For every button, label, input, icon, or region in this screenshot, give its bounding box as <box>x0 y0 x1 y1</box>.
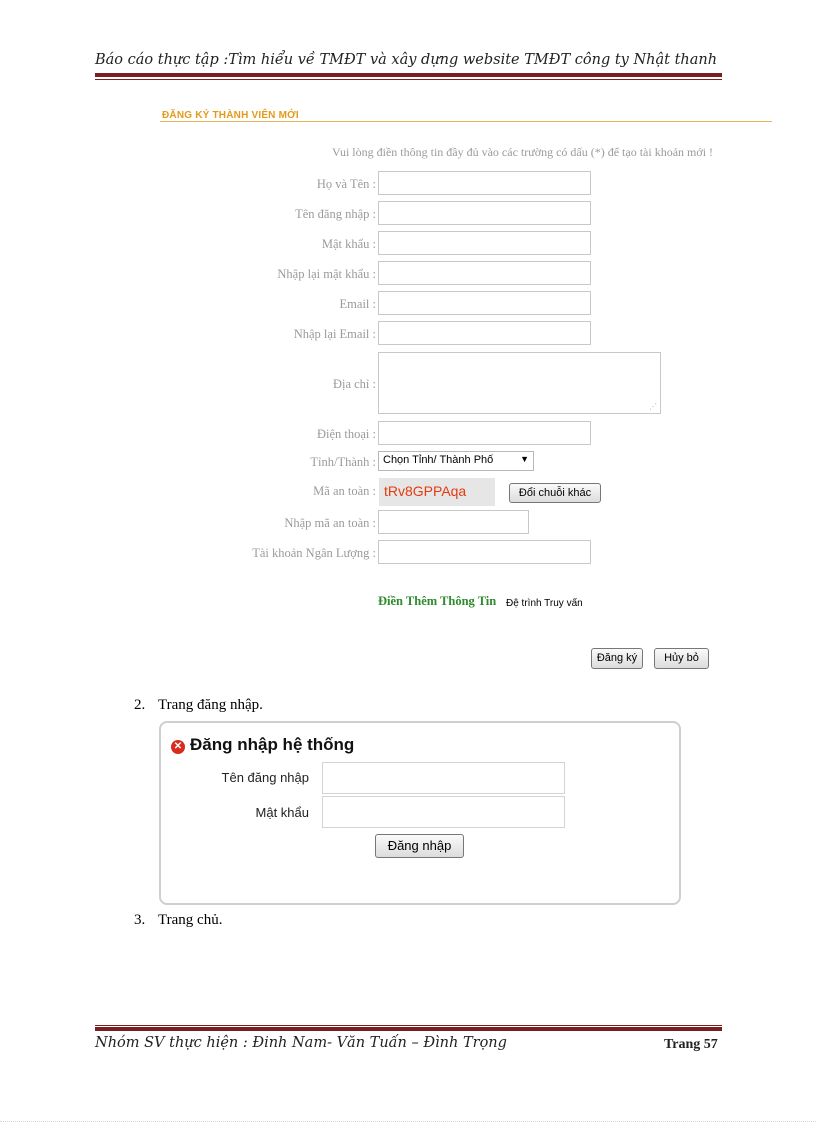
login-button[interactable]: Đăng nhập <box>375 834 464 858</box>
province-select[interactable] <box>378 451 534 471</box>
login-password-input[interactable] <box>322 796 565 828</box>
section-home-text: Trang chủ. <box>158 912 223 928</box>
label-password: Mật khẩu : <box>321 237 376 251</box>
login-username-input[interactable] <box>322 762 565 794</box>
page-header-title: Báo cáo thực tập :Tìm hiểu về TMĐT và xây dựng website TMĐT công ty Nhật thanh <box>95 52 718 68</box>
captcha-input[interactable] <box>378 510 529 534</box>
label-province: Tỉnh/Thành : <box>310 455 376 469</box>
footer-rule-thin <box>95 1025 722 1026</box>
register-title-divider <box>160 121 772 122</box>
label-bank-account: Tài khoản Ngân Lượng : <box>252 546 376 560</box>
login-title-text: Đăng nhập hệ thống <box>190 735 355 754</box>
section-login-text: Trang đăng nhập. <box>158 697 263 713</box>
label-captcha-input: Nhập mã an toàn : <box>284 516 376 530</box>
header-rule-thin <box>95 79 722 80</box>
submit-query-button[interactable]: Đệ trình Truy vấn <box>506 598 583 609</box>
register-instruction: Vui lòng điền thông tin đầy đủ vào các trường có dấu (*) để tạo tài khoản mới ! <box>332 145 714 159</box>
footer-page-number: Trang 57 <box>664 1037 718 1052</box>
label-captcha: Mã an toàn : <box>313 484 376 498</box>
password-input[interactable] <box>378 231 591 255</box>
register-form-title: ĐĂNG KÝ THÀNH VIÊN MỚI <box>162 110 299 121</box>
register-button[interactable]: Đăng ký <box>591 648 643 669</box>
chevron-down-icon: ▼ <box>520 454 529 464</box>
login-password-label: Mật khẩu <box>255 805 309 820</box>
label-email-confirm: Nhập lại Email : <box>293 327 376 341</box>
label-password-confirm: Nhập lại mật khẩu : <box>277 267 376 281</box>
page-bottom-border <box>0 1121 816 1122</box>
bank-account-input[interactable] <box>378 540 591 564</box>
footer-authors: Nhóm SV thực hiện : Đinh Nam- Văn Tuấn – Đình Trọng <box>95 1035 507 1051</box>
username-input[interactable] <box>378 201 591 225</box>
cancel-button[interactable]: Hủy bỏ <box>654 648 709 669</box>
label-email: Email : <box>339 297 376 311</box>
resize-grip-icon[interactable]: ⋰ <box>649 402 657 411</box>
phone-input[interactable] <box>378 421 591 445</box>
fullname-input[interactable] <box>378 171 591 195</box>
section-login-heading <box>134 697 263 714</box>
captcha-image: tRv8GPPAqa <box>379 478 495 506</box>
label-fullname: Họ và Tên : <box>316 177 376 191</box>
email-confirm-input[interactable] <box>378 321 591 345</box>
province-select-value: Chọn Tỉnh/ Thành Phố <box>383 454 494 466</box>
login-title <box>171 735 354 755</box>
label-username: Tên đăng nhập : <box>295 207 376 221</box>
section-home-heading <box>134 912 222 929</box>
login-panel <box>159 721 681 905</box>
close-icon: ✕ <box>171 740 185 754</box>
email-input[interactable] <box>378 291 591 315</box>
password-confirm-input[interactable] <box>378 261 591 285</box>
header-rule <box>95 73 722 77</box>
section-home-number: 3. <box>134 912 146 928</box>
more-info-link[interactable]: Điền Thêm Thông Tin <box>378 594 497 608</box>
label-address: Địa chỉ : <box>332 377 376 391</box>
address-textarea[interactable] <box>378 352 661 414</box>
label-phone: Điện thoại : <box>316 427 376 441</box>
login-username-label: Tên đăng nhập <box>221 770 309 785</box>
change-captcha-button[interactable]: Đổi chuỗi khác <box>509 483 601 503</box>
section-login-number: 2. <box>134 697 146 713</box>
footer-rule <box>95 1027 722 1031</box>
